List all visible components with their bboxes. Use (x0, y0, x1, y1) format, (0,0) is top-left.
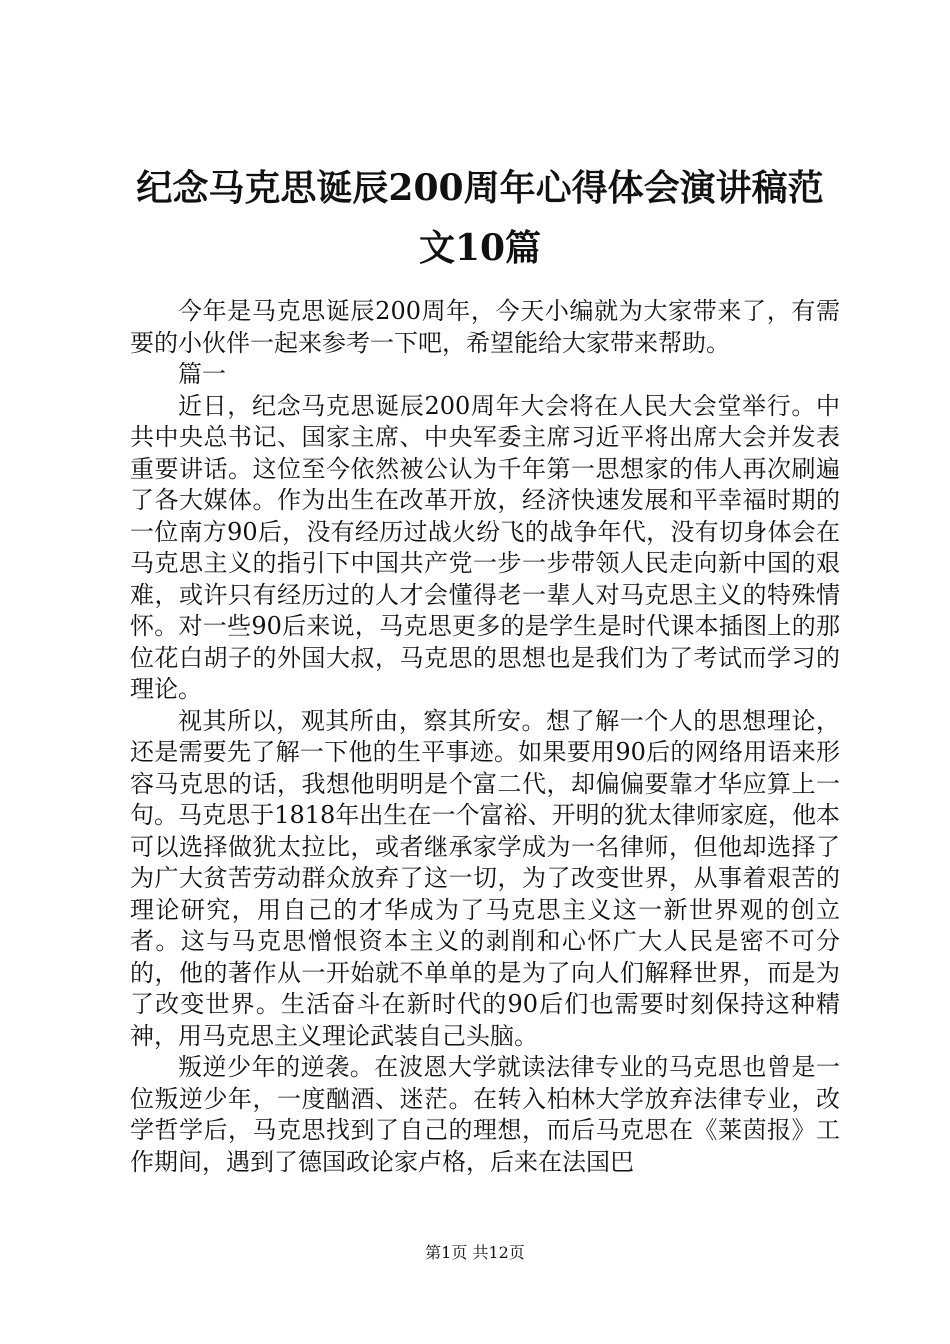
page-number-footer: 第1页 共12页 (425, 1243, 525, 1262)
document-body (130, 296, 840, 1178)
body-paragraph: 视其所以，观其所由，察其所安。想了解一个人的思想理论，还是需要先了解一下他的生平事迹。如果要用90后的网络用语来形容马克思的话，我想他明明是个富二代，却偏偏要靠才华应算上一句。马克思于1818年出生在一个富裕、开明的犹太律师家庭，他本可以选择做犹太拉比，或者继承家学成为一名律师，但他却选择了为广大贫苦劳动群众放弃了这一切，为了改变世界，从事着艰苦的理论研究，用自己的才华成为了马克思主义这一新世界观的创立者。这与马克思憎恨资本主义的剥削和心怀广大人民是密不可分的，他的著作从一开始就不单单的是为了向人们解释世界，而是为了改变世界。生活奋斗在新时代的90后们也需要时刻保持这种精神，用马克思主义理论武装自己头脑。 (130, 706, 840, 1050)
document-title: 纪念马克思诞辰200周年心得体会演讲稿范文10篇 (136, 167, 824, 269)
intro-paragraph: 今年是马克思诞辰200周年，今天小编就为大家带来了，有需要的小伙伴一起来参考一下吧，希望能给大家带来帮助。 (130, 297, 840, 357)
body-paragraph: 叛逆少年的逆袭。在波恩大学就读法律专业的马克思也曾是一位叛逆少年，一度酗酒、迷茫。在转入柏林大学放弃法律专业，改学哲学后，马克思找到了自己的理想，而后马克思在《莱茵报》工作期间，遇到了德国政论家卢格，后来在法国巴 (130, 1053, 840, 1176)
body-paragraph: 近日，纪念马克思诞辰200周年大会将在人民大会堂举行。中共中央总书记、国家主席、中央军委主席习近平将出席大会并发表重要讲话。这位至今依然被公认为千年第一思想家的伟人再次刷遍了各大媒体。作为出生在改革开放，经济快速发展和平幸福时期的一位南方90后，没有经历过战火纷飞的战争年代，没有切身体会在马克思主义的指引下中国共产党一步一步带领人民走向新中国的艰难，或许只有经历过的人才会懂得老一辈人对马克思主义的特殊情怀。对一些90后来说，马克思更多的是学生是时代课本插图上的那位花白胡子的外国大叔，马克思的思想也是我们为了考试而学习的理论。 (130, 391, 840, 703)
section-heading: 篇一 (178, 360, 226, 388)
